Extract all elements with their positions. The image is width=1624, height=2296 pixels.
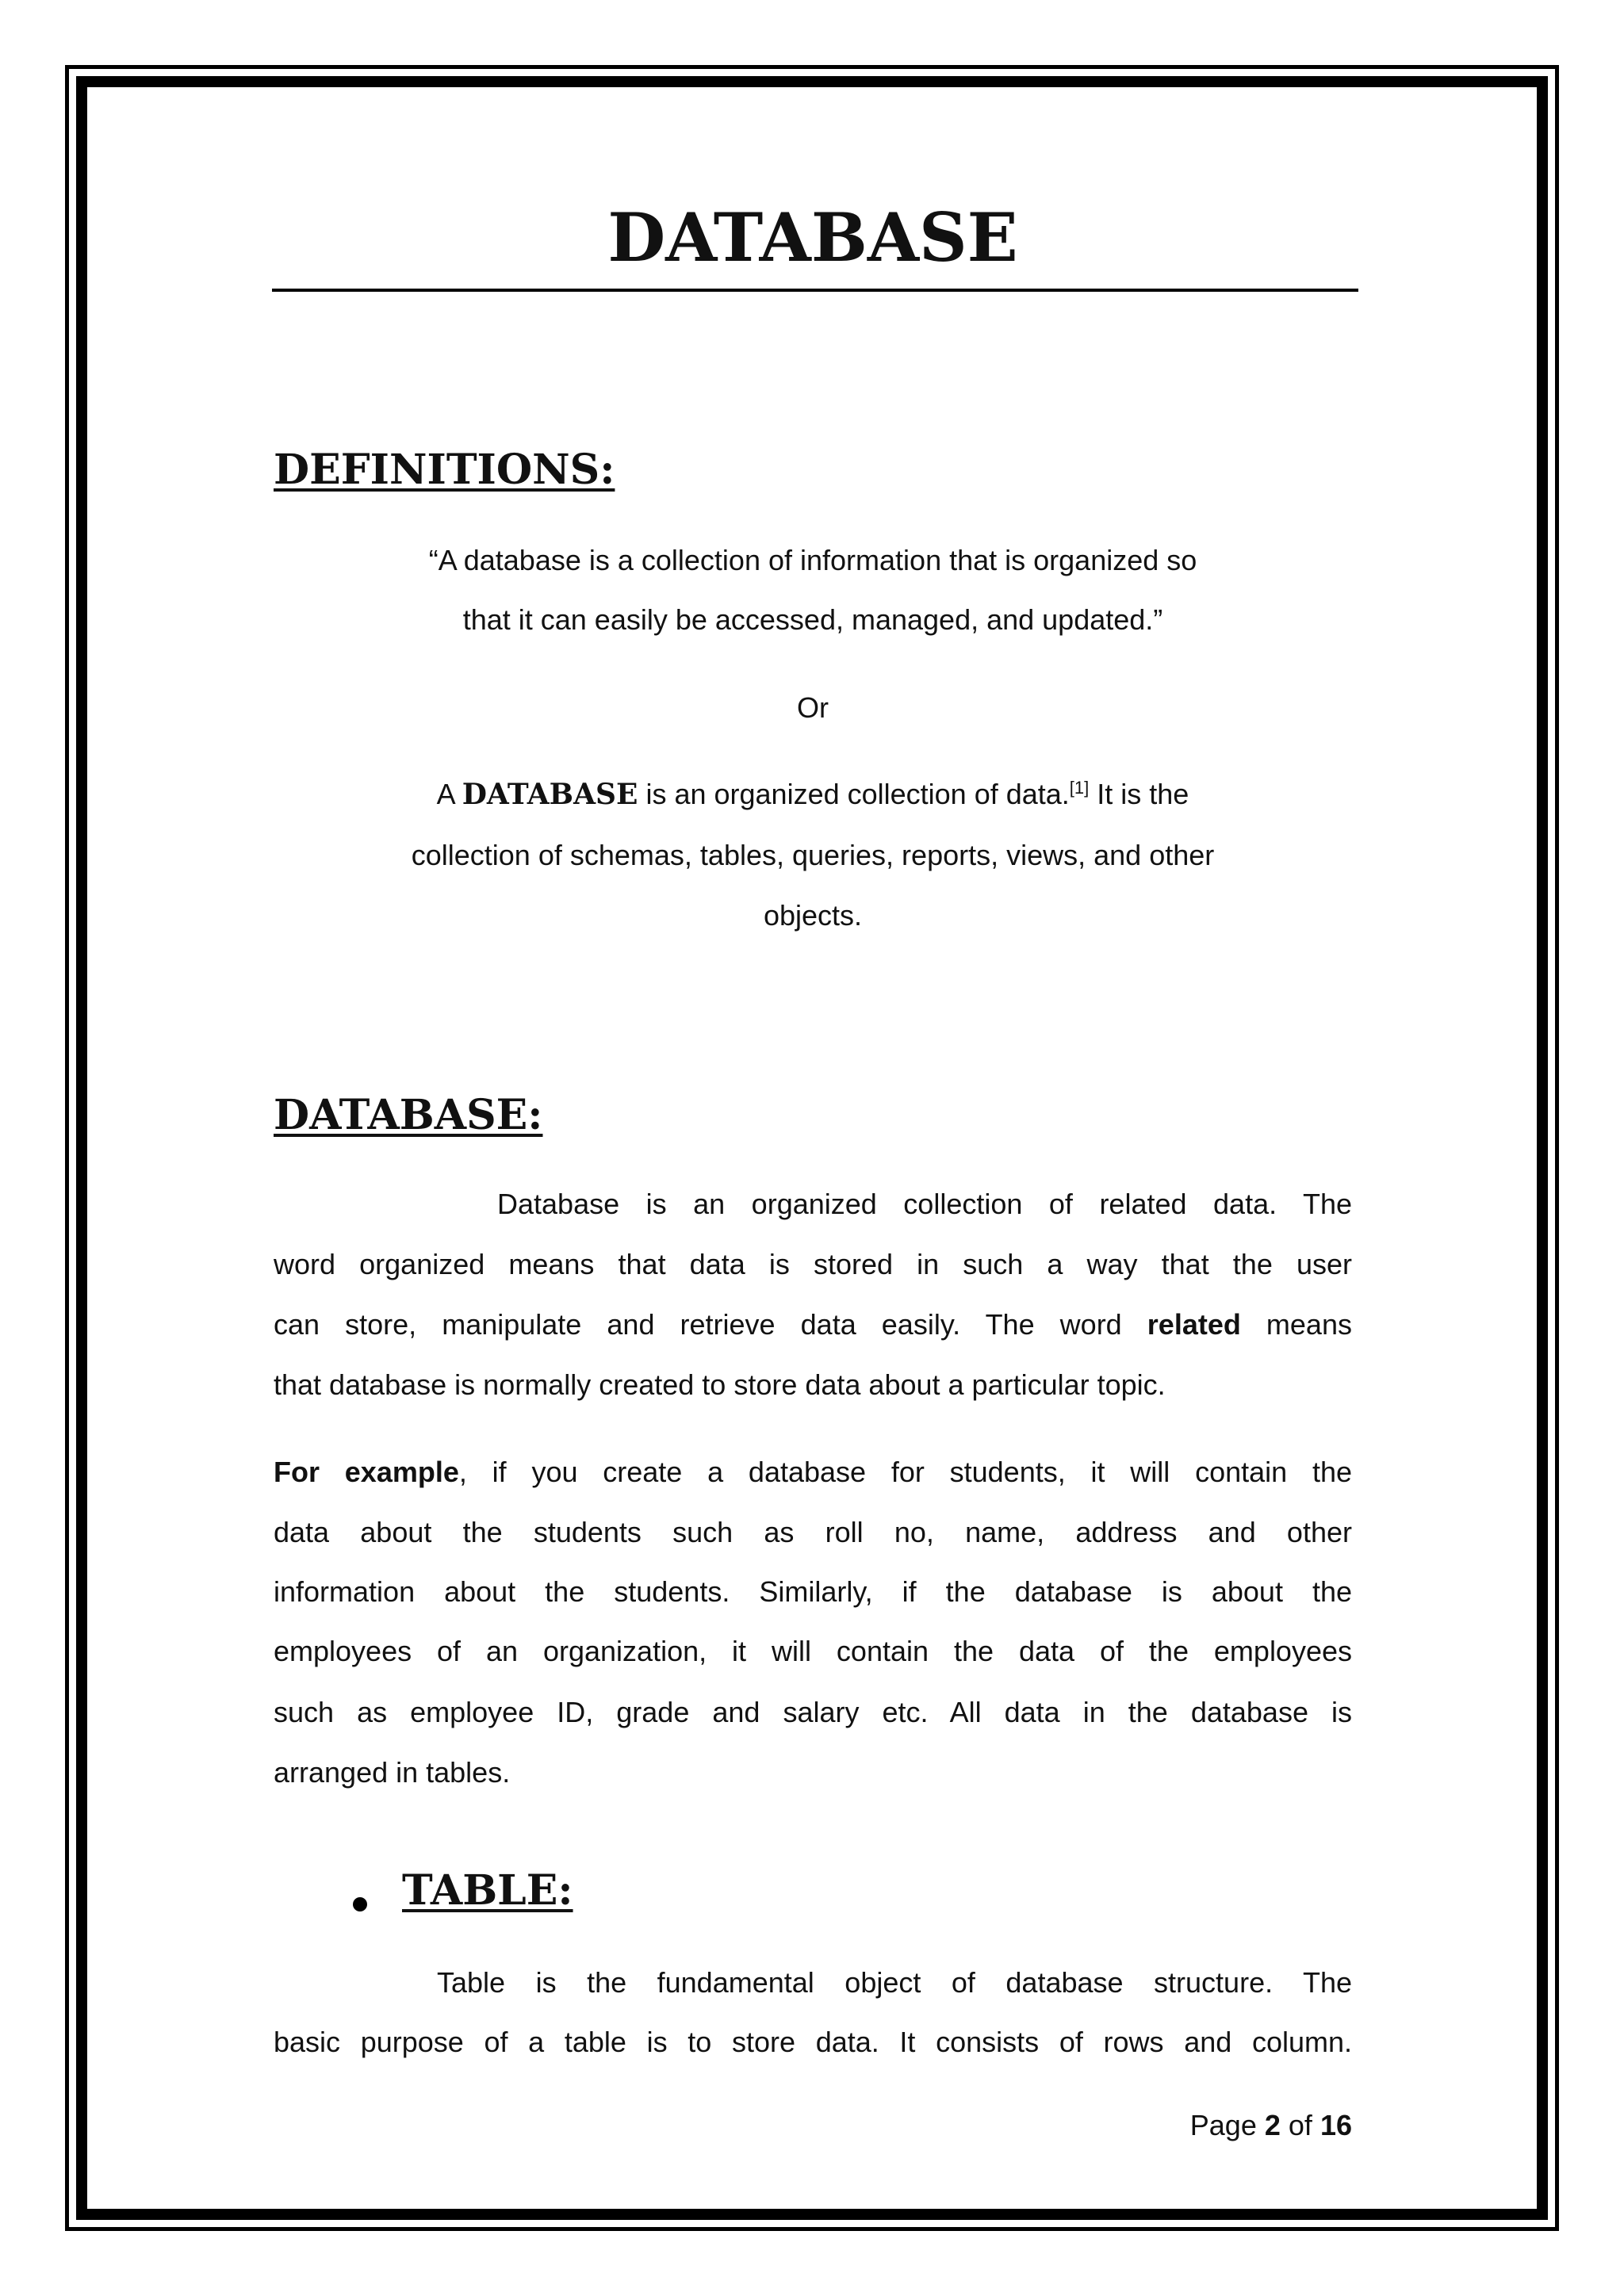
page-number-footer (1190, 2106, 1352, 2145)
definition-or: Or (797, 691, 829, 724)
for-example-label: For example (274, 1456, 459, 1488)
definition-2-line-3: objects. (763, 899, 863, 932)
database-p2-line-4: employees of an organization, it will contain the data of the employees (274, 1635, 1352, 1667)
database-p2-line-1-text: , if you create a database for students, it will contain the (458, 1456, 1352, 1488)
database-p2-line-6: arranged in tables. (274, 1756, 511, 1789)
reference-marker: [1] (1069, 778, 1090, 798)
definition-2-line-1 (274, 775, 1352, 814)
definitions-heading: DEFINITIONS: (274, 446, 615, 494)
of-label: of (1288, 2109, 1312, 2141)
database-p2-line-5: such as employee ID, grade and salary etc. All data in the database is (274, 1696, 1352, 1728)
table-line-1: Table is the fundamental object of database structure. The (437, 1966, 1352, 1999)
database-related-term: related (1147, 1308, 1241, 1341)
table-line-2: basic purpose of a table is to store data. It consists of rows and column. (274, 2026, 1352, 2058)
database-p1-line-1: Database is an organized collection of related data. The (497, 1188, 1352, 1220)
definition-2-end: It is the (1097, 778, 1189, 810)
page-label: Page (1189, 2109, 1257, 2141)
page-title: DATABASE (607, 198, 1018, 277)
definition-2-term: DATABASE (462, 778, 638, 811)
bullet-icon (353, 1897, 367, 1911)
database-p1-line-3-b: means (1266, 1308, 1352, 1341)
title-divider (272, 289, 1358, 292)
database-p1-line-2: word organized means that data is stored in such a way that the user (274, 1248, 1352, 1280)
page-content (274, 0, 1352, 2296)
database-p2-line-1 (274, 1452, 1352, 1492)
database-p1-line-4: that database is normally created to store data about a particular topic. (274, 1368, 1166, 1401)
definition-2-prefix: A (436, 778, 454, 810)
definition-quote-line-1: “A database is a collection of information that is organized so (428, 544, 1197, 576)
definition-2-line-2: collection of schemas, tables, queries, reports, views, and other (411, 839, 1215, 871)
definition-quote-line-2: that it can easily be accessed, managed, and updated.” (462, 603, 1163, 636)
table-heading: TABLE: (402, 1866, 573, 1915)
database-p2-line-3: information about the students. Similarly, if the database is about the (274, 1575, 1352, 1608)
definition-2-mid: is an organized collection of data. (645, 778, 1070, 810)
current-page-number: 2 (1264, 2109, 1281, 2141)
total-pages: 16 (1320, 2109, 1352, 2141)
database-p2-line-2: data about the students such as roll no, name, address and other (274, 1516, 1352, 1548)
database-heading: DATABASE: (274, 1091, 543, 1139)
database-p1-line-3 (274, 1305, 1352, 1345)
database-p1-line-3-a: can store, manipulate and retrieve data easily. The word (274, 1308, 1122, 1341)
